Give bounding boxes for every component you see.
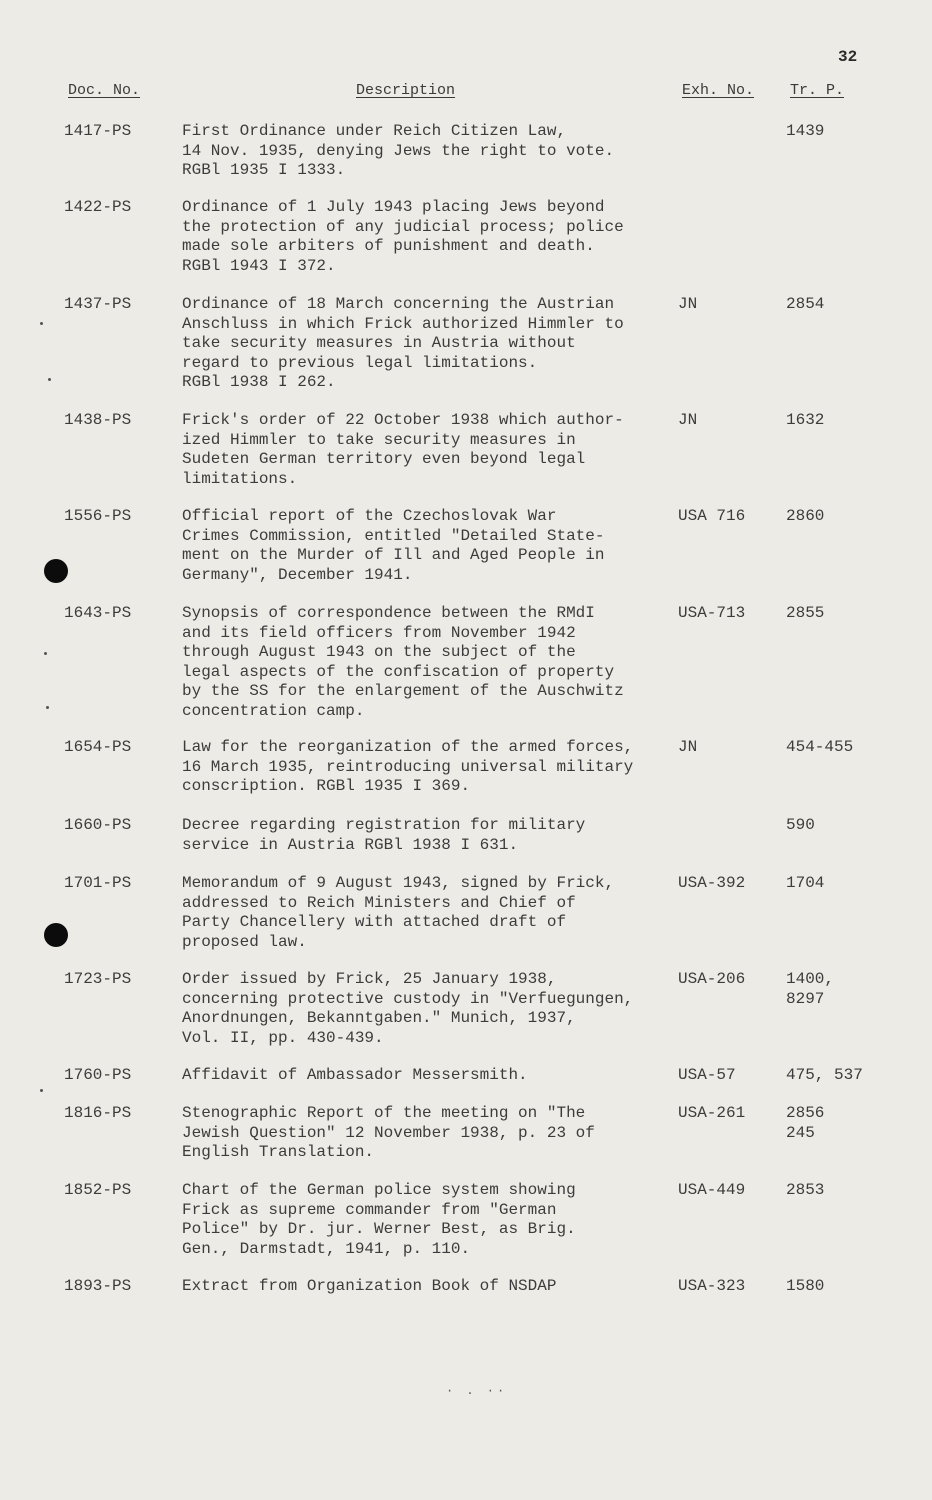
paper-speck — [40, 322, 43, 325]
exhibit-number: USA-206 — [678, 970, 746, 988]
exhibit-number: JN — [678, 738, 698, 756]
description: Ordinance of 1 July 1943 placing Jews beyond the protection of any judicial process; police made sole arbiters of punishment and death. RGBl 1943 I 372. — [182, 198, 624, 275]
doc-number: 1660-PS — [64, 816, 132, 834]
exhibit-number: USA 716 — [678, 507, 746, 525]
transcript-page: 1704 — [786, 874, 825, 892]
doc-number: 1760-PS — [64, 1066, 132, 1084]
transcript-page: 2854 — [786, 295, 825, 313]
header-description: Description — [356, 82, 456, 99]
description: Ordinance of 18 March concerning the Austrian Anschluss in which Frick authorized Himmler to take security measures in Austria without regard to previous legal limitations. RGBl 1938 I 262. — [182, 295, 624, 391]
description: First Ordinance under Reich Citizen Law, 14 Nov. 1935, denying Jews the right to vote. RGBl 1935 I 1333. — [182, 122, 615, 179]
doc-number: 1852-PS — [64, 1181, 132, 1199]
doc-number: 1816-PS — [64, 1104, 132, 1122]
doc-number: 1654-PS — [64, 738, 132, 756]
exhibit-number: USA-323 — [678, 1277, 746, 1295]
page-number: 32 — [838, 48, 858, 66]
paper-speck — [46, 706, 49, 709]
description: Law for the reorganization of the armed forces, 16 March 1935, reintroducing universal military conscription. RGBl 1935 I 369. — [182, 738, 634, 795]
exhibit-number: JN — [678, 295, 698, 313]
transcript-page: 590 — [786, 816, 815, 834]
transcript-page: 2860 — [786, 507, 825, 525]
doc-number: 1437-PS — [64, 295, 132, 313]
paper-speck — [48, 378, 51, 381]
transcript-page: 1580 — [786, 1277, 825, 1295]
doc-number: 1701-PS — [64, 874, 132, 892]
description: Frick's order of 22 October 1938 which author- ized Himmler to take security measures in Sudeten German territory even beyond legal limitations. — [182, 411, 624, 488]
header-exh-no: Exh. No. — [682, 82, 755, 99]
transcript-page: 475, 537 — [786, 1066, 863, 1084]
exhibit-number: USA-57 — [678, 1066, 736, 1084]
exhibit-number: USA-713 — [678, 604, 746, 622]
transcript-page: 1632 — [786, 411, 825, 429]
transcript-page: 2856 245 — [786, 1104, 825, 1142]
paper-speck — [44, 652, 47, 655]
doc-number: 1438-PS — [64, 411, 132, 429]
doc-number: 1422-PS — [64, 198, 132, 216]
exhibit-number: USA-261 — [678, 1104, 746, 1122]
transcript-page: 2853 — [786, 1181, 825, 1199]
description: Stenographic Report of the meeting on "The Jewish Question" 12 November 1938, p. 23 of English Translation. — [182, 1104, 595, 1161]
punch-hole — [44, 923, 68, 947]
exhibit-number: USA-449 — [678, 1181, 746, 1199]
exhibit-number: USA-392 — [678, 874, 746, 892]
doc-number: 1723-PS — [64, 970, 132, 988]
description: Official report of the Czechoslovak War Crimes Commission, entitled "Detailed State- ment on the Murder of Ill and Aged People in Germany", December 1941. — [182, 507, 605, 584]
punch-hole — [44, 559, 68, 583]
doc-number: 1417-PS — [64, 122, 132, 140]
doc-number: 1643-PS — [64, 604, 132, 622]
header-tr-p: Tr. P. — [790, 82, 845, 99]
paper-speck — [40, 1089, 43, 1092]
description: Affidavit of Ambassador Messersmith. — [182, 1066, 528, 1084]
description: Memorandum of 9 August 1943, signed by Frick, addressed to Reich Ministers and Chief of Party Chancellery with attached draft of proposed law. — [182, 874, 615, 951]
transcript-page: 1400, 8297 — [786, 970, 835, 1008]
doc-number: 1556-PS — [64, 507, 132, 525]
description: Order issued by Frick, 25 January 1938, concerning protective custody in "Verfuegungen, Anordnungen, Bekanntgaben." Munich, 1937, Vol. II, pp. 430-439. — [182, 970, 634, 1047]
exhibit-number: JN — [678, 411, 698, 429]
transcript-page: 1439 — [786, 122, 825, 140]
doc-number: 1893-PS — [64, 1277, 132, 1295]
description: Synopsis of correspondence between the RMdI and its field officers from November 1942 through August 1943 on the subject of the legal aspects of the confiscation of property by the SS for the enlargement of the Auschwitz concentration camp. — [182, 604, 624, 720]
description: Extract from Organization Book of NSDAP — [182, 1277, 557, 1295]
description: Decree regarding registration for military service in Austria RGBl 1938 I 631. — [182, 816, 586, 854]
description: Chart of the German police system showing Frick as supreme commander from "German Police" by Dr. jur. Werner Best, as Brig. Gen., Darmstadt, 1941, p. 110. — [182, 1181, 576, 1258]
transcript-page: 454-455 — [786, 738, 854, 756]
transcript-page: 2855 — [786, 604, 825, 622]
header-doc-no: Doc. No. — [68, 82, 141, 99]
footer-dots: · . ·· — [446, 1384, 508, 1398]
